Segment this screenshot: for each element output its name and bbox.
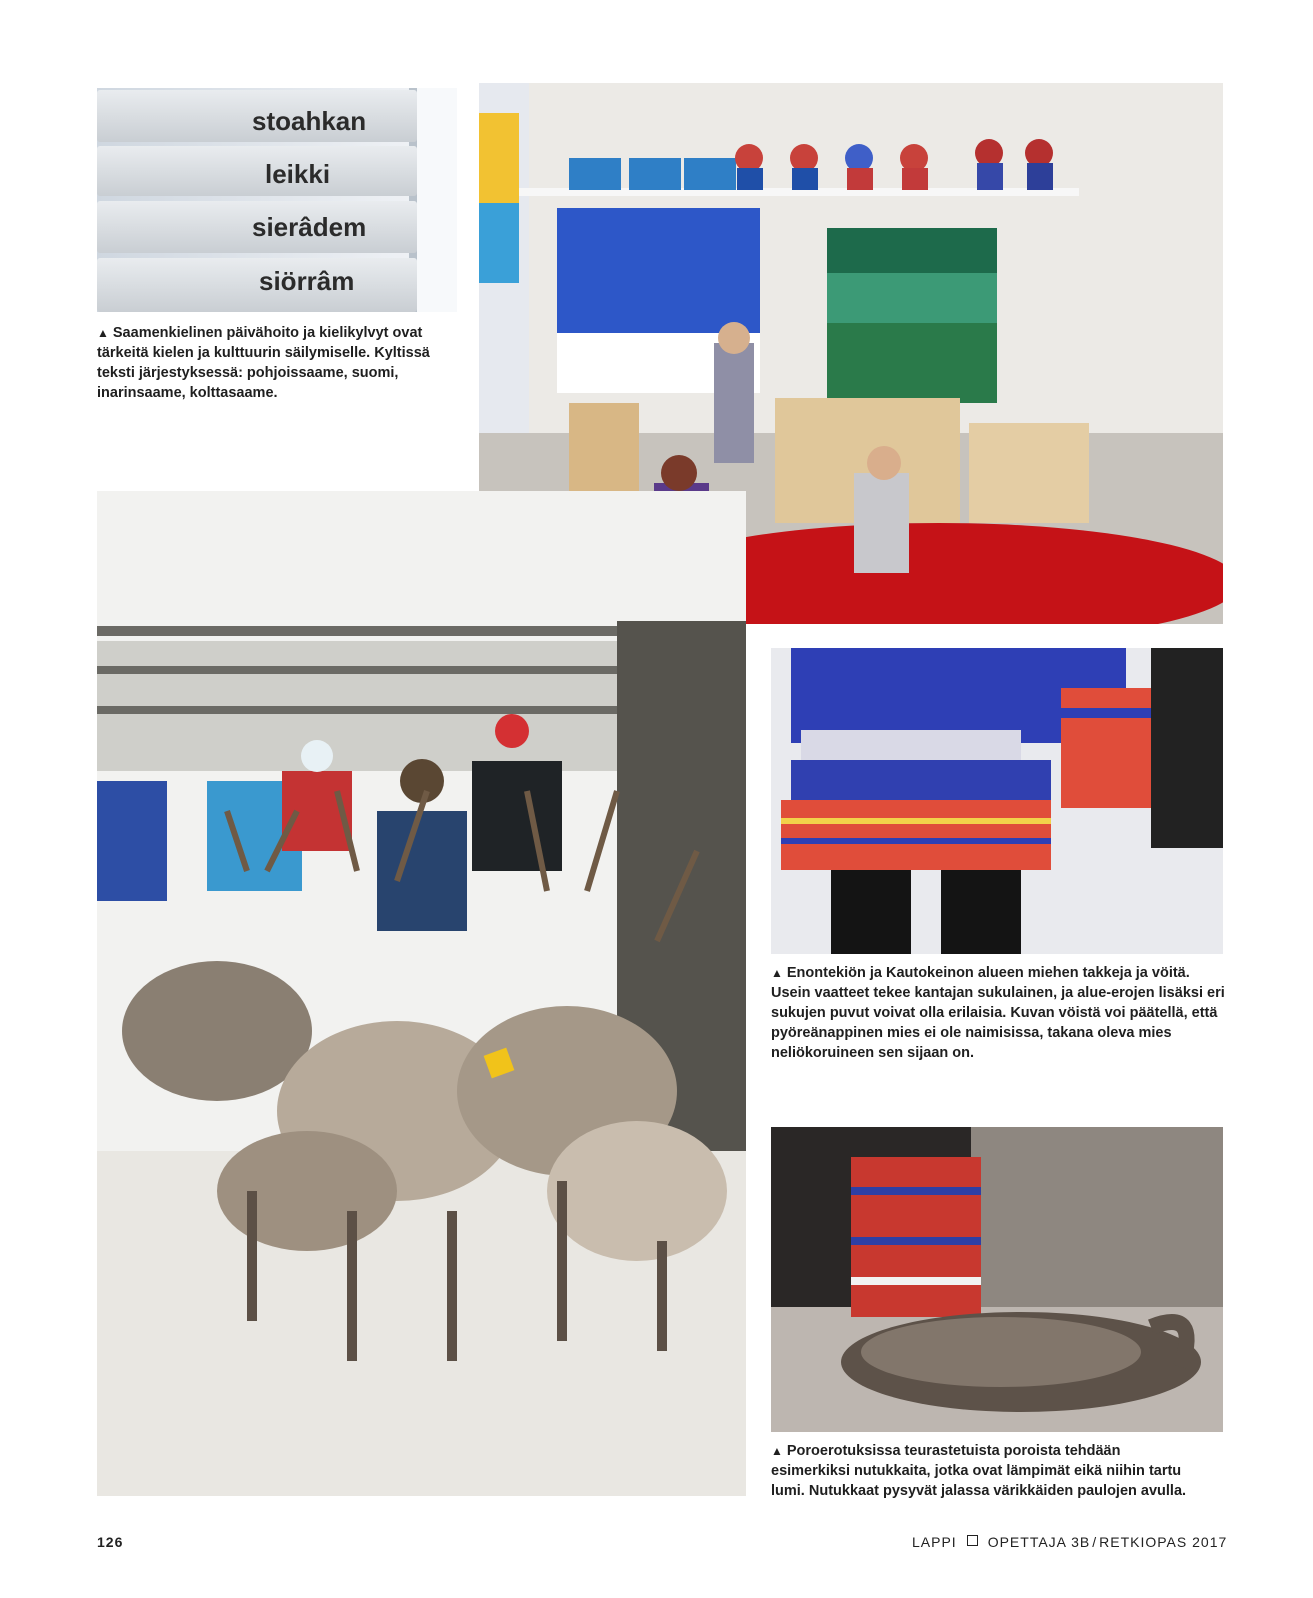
page-number: 126 <box>97 1534 124 1550</box>
footer-slash: / <box>1092 1534 1098 1550</box>
caption-marker-icon: ▲ <box>771 966 783 980</box>
sign-line-2: leikki <box>265 159 331 189</box>
caption-marker-icon: ▲ <box>771 1444 783 1458</box>
costume-photo <box>771 648 1223 954</box>
footer-publication: OPETTAJA 3B <box>987 1534 1091 1550</box>
footer-guide: RETKIOPAS 2017 <box>1099 1534 1228 1550</box>
sign-caption <box>97 323 457 403</box>
shoe-caption <box>771 1441 1201 1501</box>
sign-photo <box>97 88 457 312</box>
caption-marker-icon: ▲ <box>97 326 109 340</box>
sign-caption-text: Saamenkielinen päivähoito ja kielikylvyt ovat tärkeitä kielen ja kulttuurin säilymiselle. Kyltissä teksti järjestyksessä: pohjoissaame, suomi, inarinsaame, kolttasaame. <box>97 325 430 401</box>
sign-line-3: sierâdem <box>252 212 367 242</box>
footer-section: LAPPI <box>912 1534 957 1550</box>
reindeer-photo <box>97 491 746 1496</box>
shoe-caption-text: Poroerotuksissa teurastetuista poroista tehdään esimerkiksi nutukkaita, jotka ovat lämpimät eikä niihin tartu lumi. Nutukkaat pysyvät jalassa värikkäiden paulojen avulla. <box>771 1443 1187 1499</box>
separator-box-icon <box>967 1535 978 1546</box>
shoe-photo <box>771 1127 1223 1432</box>
costume-caption-text: Enontekiön ja Kautokeinon alueen miehen takkeja ja vöitä. Usein vaatteet tekee kantajan sukulainen, ja alue-erojen lisäksi eri sukujen puvut voivat olla erilaisia. Kuvan vöistä voi päätellä, että pyöreänappinen mies ei ole naimisissa, takana oleva mies neliökoruineen sen sijaan on. <box>771 965 1225 1061</box>
running-footer <box>912 1534 1227 1550</box>
costume-caption <box>771 963 1226 1063</box>
sign-line-1: stoahkan <box>252 106 367 136</box>
sign-line-4: siörrâm <box>259 266 355 296</box>
